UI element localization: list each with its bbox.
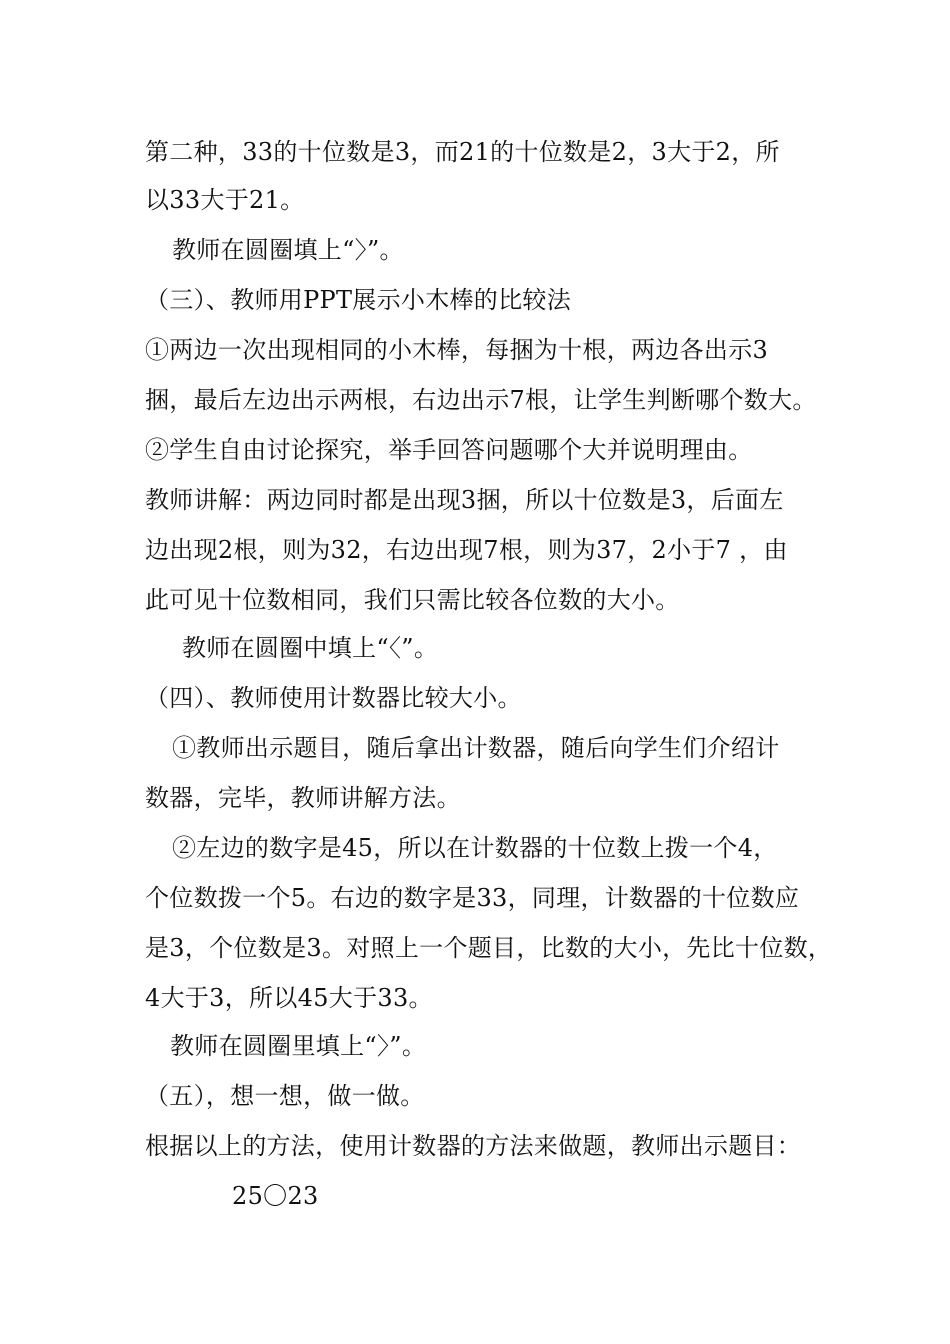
text-line: 边出现2根，则为32，右边出现7根，则为37，2小于7 ，由: [145, 536, 788, 564]
text-line: ②学生自由讨论探究，举手回答问题哪个大并说明理由。: [145, 436, 753, 464]
text-line: 此可见十位数相同，我们只需比较各位数的大小。: [145, 586, 680, 614]
text-line: 教师在圆圈中填上“〈”。: [182, 634, 439, 662]
text-line: 数器，完毕，教师讲解方法。: [145, 784, 461, 812]
text-line: 个位数拨一个5。右边的数字是33，同理，计数器的十位数应: [145, 884, 800, 912]
text-line: 4大于3，所以45大于33。: [145, 984, 433, 1012]
text-line: 捆，最后左边出示两根，右边出示7根，让学生判断哪个数大。: [145, 386, 817, 414]
text-line: ②左边的数字是45，所以在计数器的十位数上拨一个4，: [172, 834, 778, 862]
text-line: 以33大于21。: [145, 186, 305, 214]
section-heading: （五），想一想，做一做。: [145, 1082, 425, 1110]
section-heading: （三）、教师用PPT展示小木棒的比较法: [145, 286, 572, 314]
text-line: ①教师出示题目，随后拿出计数器，随后向学生们介绍计: [172, 734, 780, 762]
text-line: ①两边一次出现相同的小木棒，每捆为十根，两边各出示3: [145, 336, 769, 364]
section-heading: （四）、教师使用计数器比较大小。: [145, 684, 522, 712]
text-line: 教师在圆圈里填上“〉”。: [170, 1032, 427, 1060]
math-exercise: 25〇23: [232, 1182, 319, 1210]
text-line: 教师在圆圈填上“〉”。: [172, 236, 404, 264]
text-line: 第二种，33的十位数是3，而21的十位数是2，3大于2，所: [145, 138, 780, 166]
text-line: 教师讲解：两边同时都是出现3捆，所以十位数是3，后面左: [145, 486, 784, 514]
text-line: 根据以上的方法，使用计数器的方法来做题，教师出示题目：: [145, 1132, 802, 1160]
text-line: 是3，个位数是3。对照上一个题目，比数的大小，先比十位数，: [145, 934, 833, 962]
